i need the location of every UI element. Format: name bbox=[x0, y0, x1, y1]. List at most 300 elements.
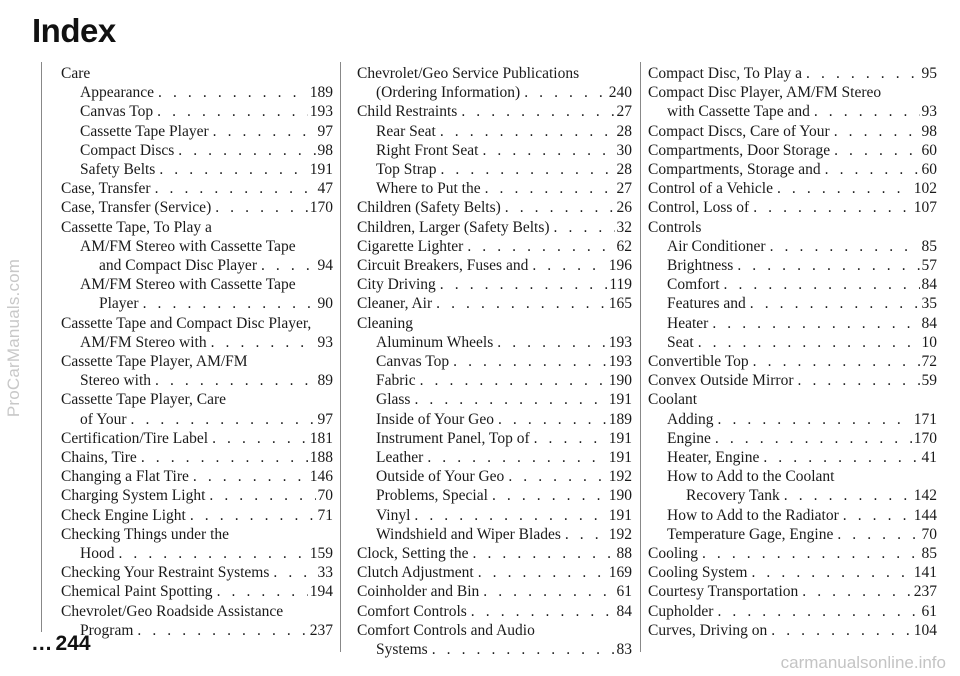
index-entry-page: 141 bbox=[913, 564, 937, 582]
index-entry-text: Cassette Tape Player, Care bbox=[61, 391, 227, 409]
index-entry bbox=[61, 467, 333, 486]
index-entry bbox=[357, 198, 632, 217]
page-number-value: 244 bbox=[55, 632, 91, 655]
index-entry-page: 191 bbox=[608, 506, 632, 524]
index-entry bbox=[61, 294, 333, 313]
dot-leader bbox=[565, 525, 607, 544]
index-entry bbox=[648, 602, 937, 621]
index-entry-page: 107 bbox=[913, 199, 937, 217]
column-divider bbox=[640, 62, 641, 652]
dot-leader bbox=[211, 333, 316, 352]
dot-leader bbox=[159, 160, 307, 179]
index-entry-page: 142 bbox=[913, 487, 937, 505]
index-entry-text: Convex Outside Mirror bbox=[648, 372, 794, 390]
index-entry bbox=[357, 352, 632, 371]
index-entry-text: Compact Discs bbox=[80, 141, 175, 159]
index-entry-text: Vinyl bbox=[376, 506, 411, 524]
index-entry bbox=[648, 429, 937, 448]
dot-leader bbox=[141, 448, 308, 467]
index-entry-text: Cassette Tape, To Play a bbox=[61, 218, 212, 236]
dot-leader bbox=[751, 563, 911, 582]
index-entry-text: AM/FM Stereo with bbox=[80, 333, 207, 351]
dot-leader bbox=[118, 544, 307, 563]
index-entry bbox=[648, 179, 937, 198]
index-entry bbox=[648, 141, 937, 160]
dot-leader bbox=[814, 102, 920, 121]
index-entry-page: 72 bbox=[921, 353, 937, 371]
index-entry bbox=[357, 371, 632, 390]
index-entry-page: 169 bbox=[608, 564, 632, 582]
index-entry-text: Leather bbox=[376, 449, 424, 467]
index-entry-text: Stereo with bbox=[80, 372, 152, 390]
index-entry bbox=[357, 294, 632, 313]
index-entry-page: 28 bbox=[616, 161, 632, 179]
index-entry bbox=[61, 602, 333, 621]
index-entry-text: Recovery Tank bbox=[686, 487, 780, 505]
index-entry-page: 27 bbox=[616, 103, 632, 121]
index-entry bbox=[357, 467, 632, 486]
index-entry-text: Chemical Paint Spotting bbox=[61, 583, 213, 601]
index-entry-text: Chevrolet/Geo Roadside Assistance bbox=[61, 602, 284, 620]
index-entry-text: Comfort bbox=[667, 276, 720, 294]
index-entry-text: Cassette Tape and Compact Disc Player, bbox=[61, 314, 312, 332]
index-entry-text: AM/FM Stereo with Cassette Tape bbox=[80, 237, 296, 255]
index-entry-text: How to Add to the Coolant bbox=[667, 468, 835, 486]
dot-leader bbox=[473, 544, 615, 563]
index-entry bbox=[61, 410, 333, 429]
index-entry bbox=[648, 218, 937, 237]
dot-leader bbox=[273, 563, 315, 582]
dot-leader bbox=[712, 314, 919, 333]
index-entry bbox=[648, 390, 937, 409]
index-entry-text: Case, Transfer bbox=[61, 180, 151, 198]
dot-leader bbox=[717, 602, 919, 621]
index-entry-text: Systems bbox=[376, 641, 428, 659]
index-entry-page: 104 bbox=[913, 621, 937, 639]
index-entry bbox=[648, 506, 937, 525]
index-entry-text: Outside of Your Geo bbox=[376, 468, 505, 486]
index-entry-page: 240 bbox=[608, 84, 632, 102]
index-entry-text: Glass bbox=[376, 391, 411, 409]
index-entry bbox=[61, 352, 333, 371]
index-entry-page: 97 bbox=[317, 410, 333, 428]
index-entry-text: Top Strap bbox=[376, 161, 437, 179]
index-entry bbox=[61, 141, 333, 160]
index-entry-page: 90 bbox=[317, 295, 333, 313]
index-entry-page: 70 bbox=[921, 525, 937, 543]
index-entry bbox=[357, 410, 632, 429]
column-divider bbox=[340, 62, 341, 652]
dot-leader bbox=[414, 506, 606, 525]
dot-leader bbox=[825, 160, 920, 179]
index-entry-text: Brightness bbox=[667, 257, 734, 275]
index-entry-page: 237 bbox=[309, 621, 333, 639]
index-entry-page: 59 bbox=[921, 372, 937, 390]
index-entry-page: 84 bbox=[921, 276, 937, 294]
dot-leader bbox=[554, 218, 615, 237]
dot-leader bbox=[155, 371, 315, 390]
index-entry-page: 60 bbox=[921, 161, 937, 179]
index-entry-text: Chains, Tire bbox=[61, 449, 137, 467]
index-entry bbox=[648, 582, 937, 601]
index-entry bbox=[648, 525, 937, 544]
index-entry bbox=[648, 237, 937, 256]
index-entry bbox=[648, 64, 937, 83]
dot-leader bbox=[483, 582, 614, 601]
index-entry-text: Inside of Your Geo bbox=[376, 410, 494, 428]
index-entry-page: 98 bbox=[317, 141, 333, 159]
dot-leader bbox=[453, 352, 607, 371]
index-entry bbox=[357, 333, 632, 352]
index-entry-text: How to Add to the Radiator bbox=[667, 506, 839, 524]
index-entry-text: Adding bbox=[667, 410, 714, 428]
index-entry bbox=[648, 371, 937, 390]
index-entry bbox=[357, 141, 632, 160]
index-entry-page: 35 bbox=[921, 295, 937, 313]
index-entry-text: Comfort Controls and Audio bbox=[357, 621, 535, 639]
index-entry bbox=[357, 160, 632, 179]
index-entry-text: Canvas Top bbox=[376, 353, 450, 371]
dot-leader bbox=[837, 525, 919, 544]
dot-leader bbox=[427, 448, 606, 467]
index-entry bbox=[648, 333, 937, 352]
index-entry-page: 170 bbox=[309, 199, 333, 217]
index-entry-text: Seat bbox=[667, 333, 694, 351]
dot-leader bbox=[724, 275, 920, 294]
dot-leader bbox=[193, 467, 308, 486]
index-entry bbox=[357, 429, 632, 448]
dot-leader bbox=[209, 486, 315, 505]
index-entry-text: City Driving bbox=[357, 276, 436, 294]
dot-leader bbox=[753, 352, 920, 371]
index-entry-text: Control of a Vehicle bbox=[648, 180, 773, 198]
index-entry-text: Air Conditioner bbox=[667, 237, 766, 255]
index-entry bbox=[61, 256, 333, 275]
page-title: Index bbox=[32, 12, 116, 49]
index-entry bbox=[357, 544, 632, 563]
dot-leader bbox=[497, 333, 607, 352]
side-watermark-text: ProCarManuals.com bbox=[4, 258, 23, 418]
dot-leader bbox=[471, 602, 615, 621]
index-entry-text: Aluminum Wheels bbox=[376, 333, 494, 351]
index-entry-text: AM/FM Stereo with Cassette Tape bbox=[80, 276, 296, 294]
dot-leader bbox=[843, 506, 912, 525]
index-entry-page: 26 bbox=[616, 199, 632, 217]
dot-leader bbox=[834, 141, 919, 160]
dot-leader bbox=[178, 141, 315, 160]
dot-leader bbox=[212, 429, 308, 448]
dot-leader bbox=[777, 179, 912, 198]
index-entry-page: 196 bbox=[608, 257, 632, 275]
index-entry-text: Appearance bbox=[80, 84, 155, 102]
dot-leader bbox=[190, 506, 316, 525]
dot-leader bbox=[806, 64, 919, 83]
index-entry bbox=[357, 83, 632, 102]
index-entry-text: Heater, Engine bbox=[667, 449, 760, 467]
index-entry bbox=[61, 544, 333, 563]
index-entry-text: Safety Belts bbox=[80, 161, 156, 179]
index-entry bbox=[648, 621, 937, 640]
index-entry-text: Control, Loss of bbox=[648, 199, 750, 217]
dot-leader bbox=[414, 390, 606, 409]
index-entry bbox=[648, 544, 937, 563]
index-entry-page: 94 bbox=[317, 257, 333, 275]
index-entry-text: Problems, Special bbox=[376, 487, 488, 505]
dot-leader bbox=[534, 429, 607, 448]
index-entry-text: Compact Disc, To Play a bbox=[648, 65, 803, 82]
dot-leader bbox=[131, 410, 316, 429]
index-entry bbox=[357, 563, 632, 582]
index-entry bbox=[61, 275, 333, 294]
index-entry-page: 83 bbox=[616, 641, 632, 659]
index-entry-page: 144 bbox=[913, 506, 937, 524]
index-entry-page: 190 bbox=[608, 487, 632, 505]
index-entry bbox=[357, 179, 632, 198]
dot-leader bbox=[485, 179, 615, 198]
index-entry bbox=[357, 486, 632, 505]
index-entry bbox=[61, 83, 333, 102]
index-entry-page: 89 bbox=[317, 372, 333, 390]
dot-leader bbox=[137, 621, 307, 640]
index-entry-page: 27 bbox=[616, 180, 632, 198]
index-entry-page: 193 bbox=[608, 333, 632, 351]
index-entry bbox=[61, 160, 333, 179]
index-entry bbox=[648, 102, 937, 121]
dot-leader bbox=[432, 640, 615, 659]
index-entry-text: Compartments, Door Storage bbox=[648, 141, 831, 159]
dot-leader bbox=[261, 256, 316, 275]
index-entry bbox=[61, 64, 333, 83]
index-entry-text: Coinholder and Bin bbox=[357, 583, 480, 601]
index-entry bbox=[357, 256, 632, 275]
index-entry-text: Right Front Seat bbox=[376, 141, 479, 159]
index-entry-page: 189 bbox=[608, 410, 632, 428]
index-entry bbox=[648, 294, 937, 313]
index-entry-page: 32 bbox=[616, 218, 632, 236]
index-entry bbox=[61, 621, 333, 640]
dot-leader bbox=[532, 256, 606, 275]
index-entry-page: 98 bbox=[921, 122, 937, 140]
dot-leader bbox=[155, 179, 316, 198]
index-entry bbox=[357, 621, 632, 640]
index-entry-page: 194 bbox=[309, 583, 333, 601]
index-entry bbox=[357, 218, 632, 237]
index-entry bbox=[61, 371, 333, 390]
dot-leader bbox=[461, 102, 614, 121]
dot-leader bbox=[750, 294, 920, 313]
index-entry-page: 61 bbox=[616, 583, 632, 601]
index-entry bbox=[61, 506, 333, 525]
index-entry-text: Checking Your Restraint Systems bbox=[61, 564, 270, 582]
dot-leader bbox=[771, 621, 911, 640]
dot-leader bbox=[215, 198, 308, 217]
dot-leader bbox=[763, 448, 919, 467]
index-entry bbox=[61, 218, 333, 237]
dot-leader bbox=[737, 256, 919, 275]
index-entry-text: (Ordering Information) bbox=[376, 84, 521, 102]
index-entry-text: Checking Things under the bbox=[61, 525, 230, 543]
dot-leader bbox=[524, 83, 607, 102]
index-entry-text: Compact Disc Player, AM/FM Stereo bbox=[648, 84, 882, 102]
dot-leader bbox=[467, 237, 614, 256]
index-entry-page: 47 bbox=[317, 180, 333, 198]
index-entry-page: 97 bbox=[317, 122, 333, 140]
index-entry-page: 84 bbox=[616, 602, 632, 620]
dot-leader bbox=[482, 141, 614, 160]
index-entry-text: Where to Put the bbox=[376, 180, 481, 198]
index-entry-page: 159 bbox=[309, 545, 333, 563]
dot-leader bbox=[718, 410, 912, 429]
index-entry-page: 191 bbox=[608, 449, 632, 467]
index-entry-text: Temperature Gage, Engine bbox=[667, 525, 834, 543]
index-entry-text: Changing a Flat Tire bbox=[61, 468, 189, 486]
index-entry-text: Instrument Panel, Top of bbox=[376, 429, 530, 447]
dot-leader bbox=[498, 410, 607, 429]
page-number bbox=[32, 632, 91, 656]
index-entry bbox=[648, 486, 937, 505]
index-entry-text: Cooling bbox=[648, 545, 698, 563]
index-entry bbox=[61, 390, 333, 409]
index-entry-page: 71 bbox=[317, 506, 333, 524]
index-entry-text: Care bbox=[61, 65, 91, 82]
index-entry bbox=[357, 582, 632, 601]
index-entry-page: 28 bbox=[616, 122, 632, 140]
index-entry-text: Hood bbox=[80, 545, 115, 563]
index-entry-text: Compact Discs, Care of Your bbox=[648, 122, 830, 140]
index-entry-page: 30 bbox=[616, 141, 632, 159]
index-entry-text: Cassette Tape Player, AM/FM bbox=[61, 353, 248, 371]
index-entry bbox=[61, 314, 333, 333]
dot-leader bbox=[217, 582, 308, 601]
index-entry-text: Compartments, Storage and bbox=[648, 161, 821, 179]
index-entry-text: Controls bbox=[648, 218, 702, 236]
index-entry-text: Charging System Light bbox=[61, 487, 206, 505]
index-entry bbox=[357, 275, 632, 294]
index-entry bbox=[357, 602, 632, 621]
index-entry-text: Courtesy Transportation bbox=[648, 583, 799, 601]
dot-leader bbox=[440, 160, 614, 179]
index-entry-page: 192 bbox=[608, 525, 632, 543]
index-entry-text: Canvas Top bbox=[80, 103, 154, 121]
index-entry-page: 146 bbox=[309, 468, 333, 486]
index-entry-page: 10 bbox=[921, 333, 937, 351]
index-entry-text: Circuit Breakers, Fuses and bbox=[357, 257, 529, 275]
dot-leader bbox=[492, 486, 607, 505]
dot-leader bbox=[798, 371, 920, 390]
index-entry-text: Player bbox=[99, 295, 139, 313]
index-entry-page: 88 bbox=[616, 545, 632, 563]
index-entry bbox=[61, 448, 333, 467]
index-entry-page: 102 bbox=[913, 180, 937, 198]
dot-leader bbox=[508, 467, 606, 486]
index-entry-page: 60 bbox=[921, 141, 937, 159]
index-entry-text: Child Restraints bbox=[357, 103, 458, 121]
index-entry-page: 181 bbox=[309, 429, 333, 447]
index-entry bbox=[648, 160, 937, 179]
page-number-dots: ... bbox=[32, 632, 53, 655]
index-entry-text: Check Engine Light bbox=[61, 506, 186, 524]
dot-leader bbox=[505, 198, 615, 217]
index-entry bbox=[357, 64, 632, 83]
index-entry bbox=[61, 198, 333, 217]
dot-leader bbox=[440, 122, 615, 141]
index-entry bbox=[357, 237, 632, 256]
index-entry-text: Cooling System bbox=[648, 564, 748, 582]
index-entry-text: Rear Seat bbox=[376, 122, 436, 140]
dot-leader bbox=[143, 294, 316, 313]
index-entry-text: Cassette Tape Player bbox=[80, 122, 209, 140]
index-entry bbox=[357, 640, 632, 659]
dot-leader bbox=[478, 563, 607, 582]
index-entry bbox=[61, 333, 333, 352]
index-entry-page: 93 bbox=[317, 333, 333, 351]
side-watermark bbox=[0, 0, 28, 676]
index-entry-text: Children (Safety Belts) bbox=[357, 199, 501, 217]
index-entry bbox=[61, 429, 333, 448]
index-entry-text: Cleaner, Air bbox=[357, 295, 433, 313]
index-entry-page: 170 bbox=[913, 429, 937, 447]
dot-leader bbox=[770, 237, 920, 256]
index-entry-text: and Compact Disc Player bbox=[99, 257, 257, 275]
index-entry-text: Curves, Driving on bbox=[648, 621, 768, 639]
index-entry-text: with Cassette Tape and bbox=[667, 103, 810, 121]
index-entry-text: Coolant bbox=[648, 391, 698, 409]
index-entry bbox=[61, 563, 333, 582]
index-entry bbox=[61, 179, 333, 198]
index-entry-page: 191 bbox=[608, 429, 632, 447]
index-entry-page: 119 bbox=[609, 276, 632, 294]
dot-leader bbox=[157, 102, 308, 121]
index-entry bbox=[357, 525, 632, 544]
column-divider bbox=[41, 62, 42, 632]
index-entry-page: 85 bbox=[921, 545, 937, 563]
index-entry bbox=[357, 102, 632, 121]
dot-leader bbox=[440, 275, 608, 294]
index-entry-text: Case, Transfer (Service) bbox=[61, 199, 212, 217]
index-entry bbox=[648, 563, 937, 582]
dot-leader bbox=[698, 333, 920, 352]
index-entry-text: Engine bbox=[667, 429, 711, 447]
dot-leader bbox=[158, 83, 308, 102]
index-entry bbox=[648, 448, 937, 467]
index-entry bbox=[648, 275, 937, 294]
index-entry-page: 188 bbox=[309, 449, 333, 467]
index-entry bbox=[357, 448, 632, 467]
index-entry-text: Comfort Controls bbox=[357, 602, 467, 620]
index-entry-page: 165 bbox=[608, 295, 632, 313]
index-entry-page: 62 bbox=[616, 237, 632, 255]
index-entry bbox=[61, 486, 333, 505]
index-entry bbox=[61, 237, 333, 256]
index-entry-text: Cigarette Lighter bbox=[357, 237, 464, 255]
index-entry-page: 41 bbox=[921, 449, 937, 467]
index-entry bbox=[357, 506, 632, 525]
index-entry-page: 33 bbox=[317, 564, 333, 582]
index-entry bbox=[648, 198, 937, 217]
index-entry-text: Clutch Adjustment bbox=[357, 564, 474, 582]
index-entry-page: 193 bbox=[309, 103, 333, 121]
dot-leader bbox=[213, 122, 316, 141]
dot-leader bbox=[802, 582, 911, 601]
index-entry-text: Cupholder bbox=[648, 602, 714, 620]
index-entry bbox=[61, 102, 333, 121]
index-column-2 bbox=[357, 64, 632, 659]
index-entry bbox=[648, 314, 937, 333]
dot-leader bbox=[702, 544, 920, 563]
dot-leader bbox=[784, 486, 912, 505]
index-column-1 bbox=[61, 64, 333, 640]
index-entry bbox=[648, 467, 937, 486]
